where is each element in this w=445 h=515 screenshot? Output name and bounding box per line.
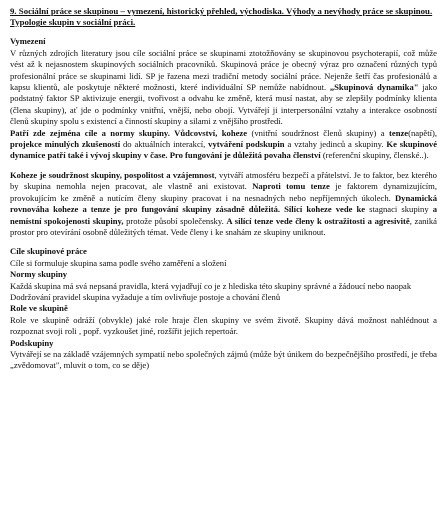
document-title: 9. Sociální práce se skupinou – vymezení, historický přehled, východiska. Výhody a nevýhody práce se skupinou. Typologie skupin v sociální práci. — [10, 6, 433, 28]
paragraph-role: Role ve skupině odráží (obvykle) jaké role hraje člen skupiny ve svém životě. Skupiny dává možnost nahlédnout a rozpoznat svoji roli , popř. vyzkoušet jiné, rozšířit jejich repertoár. — [10, 314, 437, 337]
subheading-role: Role ve skupině — [10, 303, 68, 314]
paragraph-vymezeni-2: Patří zde zejména cíle a normy skupiny. Vůdcovství, koheze (vnitřní soudržnost členů skupiny) a tenze(napětí), projekce minulých zkušeností do aktuálních interakcí, vytváření podskupin a vztahy jedinců a skupiny. Ke skupinové dynamice patří také i vývoj skupiny v čase. Pro fungování je důležitá povaha členství (referenční skupiny, členské..). — [10, 127, 438, 161]
paragraph-koheze: Koheze je soudržnost skupiny, pospolitost a vzájemnost, vytváří atmosféru bezpečí a přátelství. Je to faktor, bez kterého by skupina nemohla nejen pracovat, ale vlastně ani existovat. Naproti tomu tenze je faktorem dynamizujícím, provokujícím ke změně a nutícím členy skupiny pracovat i na nesnadných nebo nepříjemných úkolech. Dynamická rovnováha koheze a tenze je pro fungování skupiny zásadně důležitá. Silící koheze vede ke stagnaci skupiny a nemístní spokojenosti skupiny, protože působí společensky. A silící tenze vede členy k ostražitosti a agresivitě, zaniká prostor pro otevírání osobně důležitých témat. Vede členy i ke snahám ze skupiny uniknout. — [10, 169, 437, 237]
paragraph-normy-2: Dodržování pravidel skupina vyžaduje a tím ovlivňuje postoje a chování členů — [10, 291, 281, 302]
paragraph-cile-intro: Cíle si formuluje skupina sama podle svého zaměření a složení — [10, 257, 227, 268]
subheading-podskupiny: Podskupiny — [10, 337, 54, 348]
section-heading-cile: Cíle skupinové práce — [10, 246, 87, 257]
paragraph-normy-1: Každá skupina má svá nepsaná pravidla, která vyjadřují co je z hlediska této skupiny správné a žádoucí nebo naopak — [10, 280, 412, 291]
section-heading-vymezeni: Vymezení — [10, 36, 46, 47]
paragraph-podskupiny: Vytvářejí se na základě vzájemných sympatií nebo společných zájmů (může být únikem do bezpečnějšího prostředí, je třeba „zvědomovat", mluvit o tom, co se děje) — [10, 348, 437, 371]
paragraph-vymezeni-1: V různých zdrojích literatury jsou cíle sociální práce se skupinami ztotožňovány se skupinovou psychoterapií, což může vést až k nejasnostem skupinových sociálních pracovníků. Skupinová práce je obecný výraz pro označení různých typů profesionální práce se skupinami lidí. SP je řazena mezi tradiční metody sociální práce. Nejenže šetří čas profesionálů a kapsu klientů, ale poskytuje některé možnosti, které individuální SP nemůže nabídnout. „Skupinová dynamika" jako podstatný faktor SP aktivizuje energii, tvořivost a odvahu ke změně, která musí nastat, aby se zlepšily podmínky klienta (člena skupiny), ať jde o podmínky vnitřní, vnější, nebo obojí. Vytvářejí ji interpersonální vztahy a interakce osobností členů skupiny spolu s existencí a činností skupiny a silami z vnějšího prostředí. — [10, 47, 437, 127]
subheading-normy: Normy skupiny — [10, 269, 68, 280]
